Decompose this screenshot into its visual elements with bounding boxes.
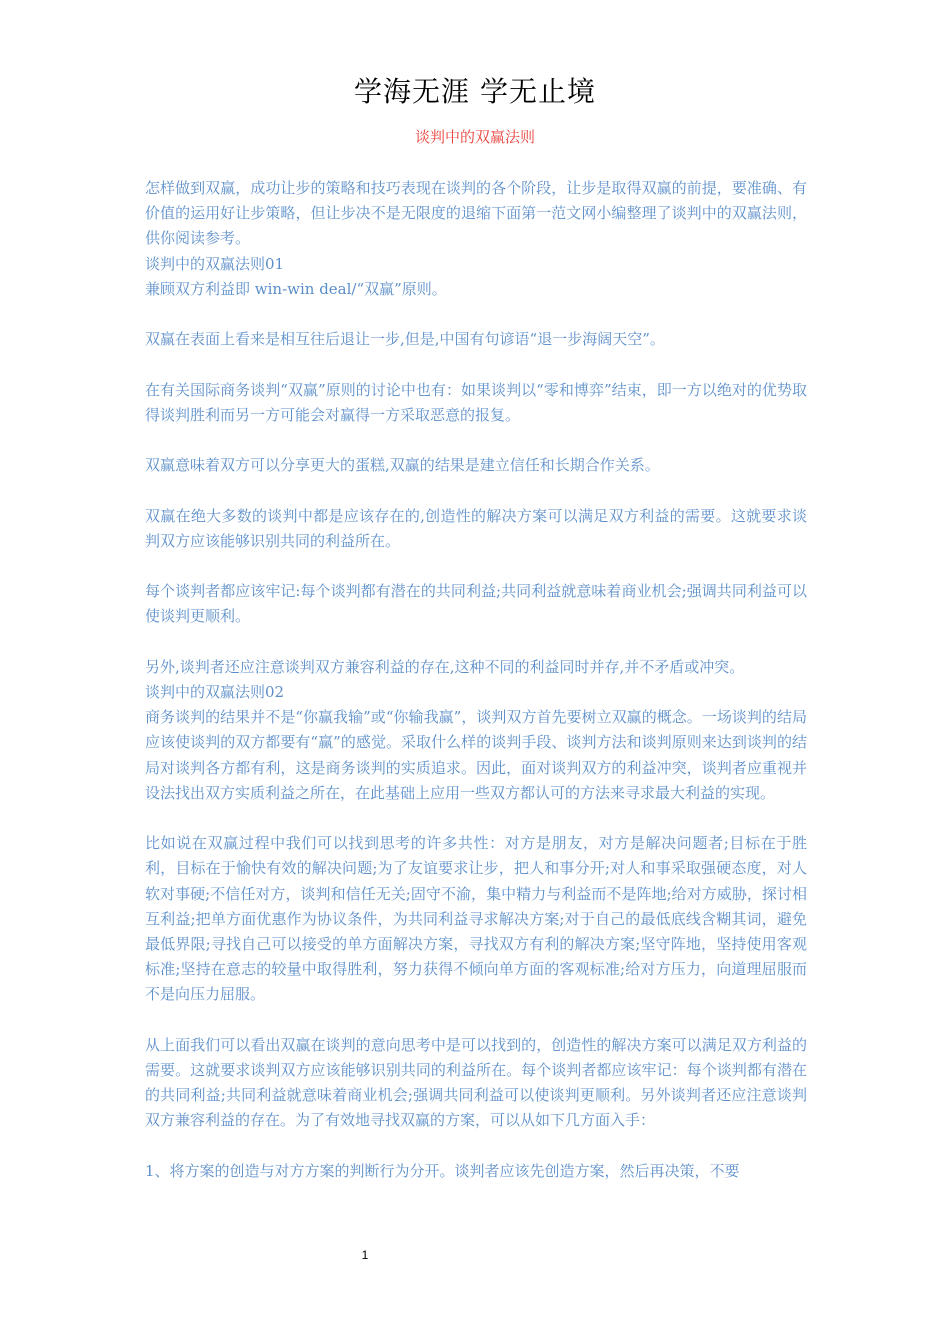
- header-title: 学海无涯 学无止境: [354, 75, 596, 108]
- paragraph-gap: [145, 806, 807, 831]
- paragraph: 双赢在表面上看来是相互往后退让一步,但是,中国有句谚语“退一步海阔天空”。: [145, 330, 665, 349]
- paragraph: 另外,谈判者还应注意谈判双方兼容利益的存在,这种不同的利益同时并存,并不矛盾或冲突。: [145, 657, 745, 676]
- paragraph-gap: [145, 302, 807, 327]
- paragraph: 双赢在绝大多数的谈判中都是应该存在的,创造性的解决方案可以满足双方利益的需要。这就要求谈判双方应该能够识别共同的利益所在。: [145, 506, 807, 550]
- paragraph: 从上面我们可以看出双赢在谈判的意向思考中是可以找到的，创造性的解决方案可以满足双方利益的需要。这就要求谈判双方应该能够识别共同的利益所在。每个谈判者都应该牢记：每个谈判都有潜在的共同利益;共同利益就意味着商业机会;强调共同利益可以使谈判更顺利。另外谈判者还应注意谈判双方兼容利益的存在。为了有效地寻找双赢的方案，可以从如下几方面入手：: [145, 1035, 807, 1130]
- paragraph: 谈判中的双赢法则02: [145, 682, 285, 701]
- paragraph-gap: [145, 428, 807, 453]
- paragraph: 在有关国际商务谈判“双赢”原则的讨论中也有：如果谈判以“零和博弈”结束，即一方以绝对的优势取得谈判胜利而另一方可能会对赢得一方采取恶意的报复。: [145, 380, 807, 424]
- paragraph-gap: [145, 478, 807, 503]
- document-title: 谈判中的双赢法则: [414, 128, 535, 146]
- paragraph: 怎样做到双赢，成功让步的策略和技巧表现在谈判的各个阶段，让步是取得双赢的前提，要准确、有价值的运用好让步策略，但让步决不是无限度的退缩下面第一范文网小编整理了谈判中的双赢法则，供你阅读参考。: [145, 179, 807, 248]
- paragraph-gap: [145, 1008, 807, 1033]
- paragraph-gap: [145, 554, 807, 579]
- page-number: 1: [361, 1248, 369, 1262]
- paragraph-gap: [145, 1134, 807, 1159]
- paragraph-gap: [145, 352, 807, 377]
- document-body: [145, 176, 807, 1184]
- paragraph: 双赢意味着双方可以分享更大的蛋糕,双赢的结果是建立信任和长期合作关系。: [145, 456, 660, 475]
- paragraph: 每个谈判者都应该牢记:每个谈判都有潜在的共同利益;共同利益就意味着商业机会;强调共同利益可以使谈判更顺利。: [145, 582, 807, 626]
- paragraph: 1、将方案的创造与对方方案的判断行为分开。谈判者应该先创造方案，然后再决策，不要: [145, 1161, 740, 1180]
- paragraph: 商务谈判的结果并不是“你赢我输”或“你输我赢”，谈判双方首先要树立双赢的概念。一场谈判的结局应该使谈判的双方都要有“赢”的感觉。采取什么样的谈判手段、谈判方法和谈判原则来达到谈判的结局对谈判各方都有利，这是商务谈判的实质追求。因此，面对谈判双方的利益冲突，谈判者应重视并设法找出双方实质利益之所在，在此基础上应用一些双方都认可的方法来寻求最大利益的实现。: [145, 708, 807, 802]
- paragraph: 谈判中的双赢法则01: [145, 254, 285, 273]
- paragraph: 兼顾双方利益即 win-win deal/“双赢”原则。: [145, 279, 447, 298]
- paragraph: 比如说在双赢过程中我们可以找到思考的许多共性：对方是朋友，对方是解决问题者;目标在于胜利，目标在于愉快有效的解决问题;为了友谊要求让步，把人和事分开;对人和事采取强硬态度，对人软对事硬;不信任对方，谈判和信任无关;固守不渝，集中精力与利益而不是阵地;给对方威胁，探讨相互利益;把单方面优惠作为协议条件，为共同利益寻求解决方案;对于自己的最低底线含糊其词，避免最低界限;寻找自己可以接受的单方面解决方案，寻找双方有利的解决方案;坚守阵地，坚持使用客观标准;坚持在意志的较量中取得胜利，努力获得不倾向单方面的客观标准;给对方压力，向道理屈服而不是向压力屈服。: [145, 834, 807, 1004]
- paragraph-gap: [145, 630, 807, 655]
